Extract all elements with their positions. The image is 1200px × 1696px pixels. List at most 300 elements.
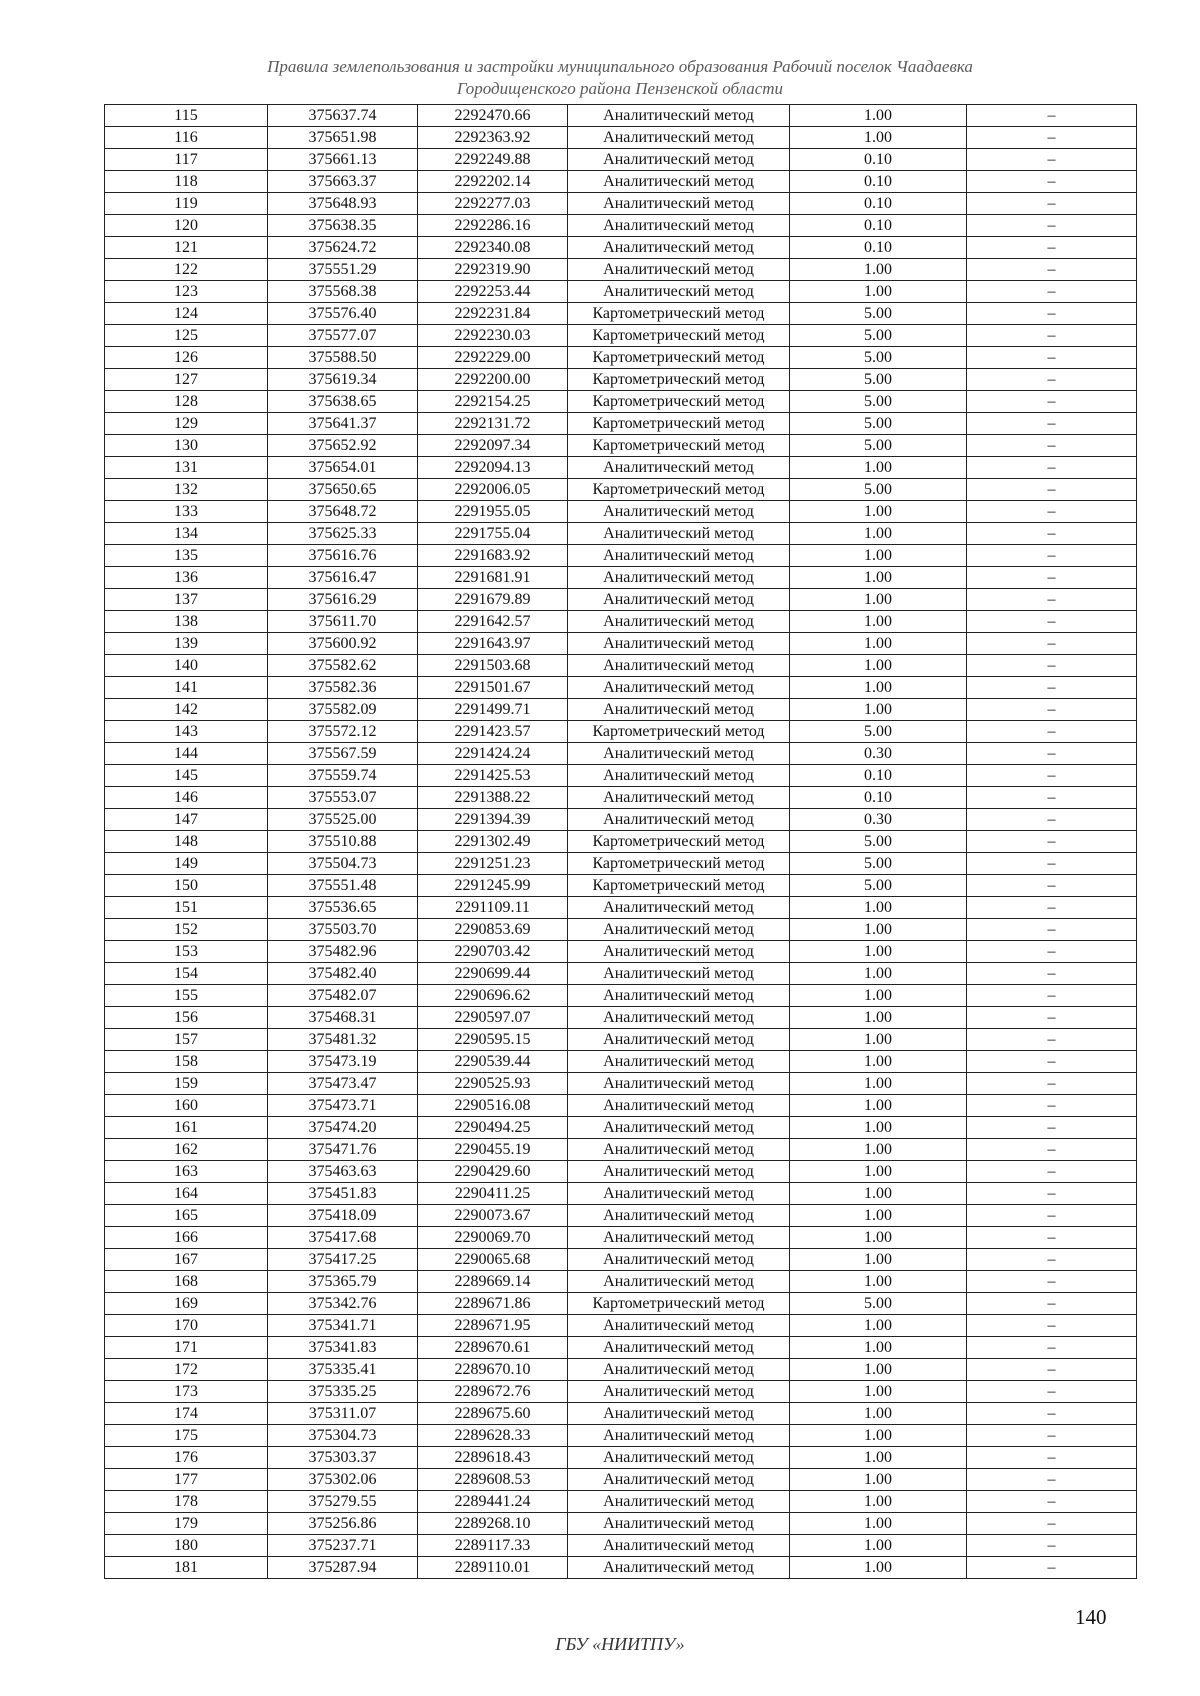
description-cell: –	[967, 1557, 1137, 1579]
x-coordinate-cell: 375652.92	[268, 435, 418, 457]
accuracy-cell: 5.00	[790, 325, 967, 347]
accuracy-cell: 1.00	[790, 105, 967, 127]
table-row	[105, 633, 1137, 655]
method-cell: Аналитический метод	[568, 677, 790, 699]
x-coordinate-cell: 375311.07	[268, 1403, 418, 1425]
table-row	[105, 1249, 1137, 1271]
x-coordinate-cell: 375582.62	[268, 655, 418, 677]
x-coordinate-cell: 375471.76	[268, 1139, 418, 1161]
table-row	[105, 1359, 1137, 1381]
description-cell: –	[967, 655, 1137, 677]
point-number-cell: 121	[105, 237, 268, 259]
y-coordinate-cell: 2292097.34	[418, 435, 568, 457]
accuracy-cell: 0.10	[790, 215, 967, 237]
y-coordinate-cell: 2289618.43	[418, 1447, 568, 1469]
table-row	[105, 721, 1137, 743]
description-cell: –	[967, 567, 1137, 589]
description-cell: –	[967, 281, 1137, 303]
method-cell: Аналитический метод	[568, 1161, 790, 1183]
y-coordinate-cell: 2289671.86	[418, 1293, 568, 1315]
method-cell: Аналитический метод	[568, 127, 790, 149]
x-coordinate-cell: 375600.92	[268, 633, 418, 655]
description-cell: –	[967, 611, 1137, 633]
y-coordinate-cell: 2290699.44	[418, 963, 568, 985]
description-cell: –	[967, 677, 1137, 699]
x-coordinate-cell: 375551.48	[268, 875, 418, 897]
y-coordinate-cell: 2290411.25	[418, 1183, 568, 1205]
accuracy-cell: 5.00	[790, 1293, 967, 1315]
y-coordinate-cell: 2292229.00	[418, 347, 568, 369]
table-body	[105, 105, 1137, 1579]
accuracy-cell: 0.10	[790, 765, 967, 787]
accuracy-cell: 1.00	[790, 611, 967, 633]
description-cell: –	[967, 1403, 1137, 1425]
description-cell: –	[967, 1205, 1137, 1227]
accuracy-cell: 1.00	[790, 1425, 967, 1447]
table-row	[105, 1403, 1137, 1425]
table-row	[105, 963, 1137, 985]
method-cell: Аналитический метод	[568, 1117, 790, 1139]
y-coordinate-cell: 2292286.16	[418, 215, 568, 237]
description-cell: –	[967, 457, 1137, 479]
table-row	[105, 545, 1137, 567]
y-coordinate-cell: 2291503.68	[418, 655, 568, 677]
method-cell: Аналитический метод	[568, 1227, 790, 1249]
description-cell: –	[967, 259, 1137, 281]
x-coordinate-cell: 375473.19	[268, 1051, 418, 1073]
x-coordinate-cell: 375365.79	[268, 1271, 418, 1293]
accuracy-cell: 0.10	[790, 149, 967, 171]
method-cell: Аналитический метод	[568, 699, 790, 721]
x-coordinate-cell: 375661.13	[268, 149, 418, 171]
description-cell: –	[967, 1227, 1137, 1249]
description-cell: –	[967, 633, 1137, 655]
method-cell: Картометрический метод	[568, 391, 790, 413]
description-cell: –	[967, 347, 1137, 369]
point-number-cell: 141	[105, 677, 268, 699]
accuracy-cell: 1.00	[790, 1535, 967, 1557]
method-cell: Аналитический метод	[568, 1051, 790, 1073]
accuracy-cell: 1.00	[790, 1271, 967, 1293]
accuracy-cell: 1.00	[790, 259, 967, 281]
x-coordinate-cell: 375568.38	[268, 281, 418, 303]
point-number-cell: 172	[105, 1359, 268, 1381]
description-cell: –	[967, 1425, 1137, 1447]
accuracy-cell: 1.00	[790, 523, 967, 545]
accuracy-cell: 1.00	[790, 1249, 967, 1271]
point-number-cell: 156	[105, 1007, 268, 1029]
x-coordinate-cell: 375567.59	[268, 743, 418, 765]
accuracy-cell: 1.00	[790, 897, 967, 919]
accuracy-cell: 1.00	[790, 633, 967, 655]
point-number-cell: 164	[105, 1183, 268, 1205]
x-coordinate-cell: 375625.33	[268, 523, 418, 545]
table-row	[105, 1051, 1137, 1073]
description-cell: –	[967, 1447, 1137, 1469]
y-coordinate-cell: 2292230.03	[418, 325, 568, 347]
table-row	[105, 831, 1137, 853]
method-cell: Аналитический метод	[568, 1007, 790, 1029]
accuracy-cell: 1.00	[790, 501, 967, 523]
description-cell: –	[967, 1359, 1137, 1381]
y-coordinate-cell: 2292363.92	[418, 127, 568, 149]
x-coordinate-cell: 375451.83	[268, 1183, 418, 1205]
method-cell: Аналитический метод	[568, 1469, 790, 1491]
table-row	[105, 457, 1137, 479]
header-line-1: Правила землепользования и застройки муниципального образования Рабочий поселок Чаадаевка	[267, 57, 973, 76]
table-row	[105, 413, 1137, 435]
accuracy-cell: 0.30	[790, 809, 967, 831]
method-cell: Аналитический метод	[568, 215, 790, 237]
y-coordinate-cell: 2291394.39	[418, 809, 568, 831]
point-number-cell: 153	[105, 941, 268, 963]
x-coordinate-cell: 375648.93	[268, 193, 418, 215]
point-number-cell: 129	[105, 413, 268, 435]
point-number-cell: 152	[105, 919, 268, 941]
x-coordinate-cell: 375582.36	[268, 677, 418, 699]
table-row	[105, 655, 1137, 677]
table-row	[105, 699, 1137, 721]
x-coordinate-cell: 375303.37	[268, 1447, 418, 1469]
y-coordinate-cell: 2292249.88	[418, 149, 568, 171]
y-coordinate-cell: 2291642.57	[418, 611, 568, 633]
method-cell: Аналитический метод	[568, 1557, 790, 1579]
x-coordinate-cell: 375559.74	[268, 765, 418, 787]
point-number-cell: 138	[105, 611, 268, 633]
point-number-cell: 132	[105, 479, 268, 501]
description-cell: –	[967, 413, 1137, 435]
description-cell: –	[967, 1029, 1137, 1051]
accuracy-cell: 1.00	[790, 1139, 967, 1161]
method-cell: Аналитический метод	[568, 1491, 790, 1513]
y-coordinate-cell: 2291425.53	[418, 765, 568, 787]
table-row	[105, 611, 1137, 633]
y-coordinate-cell: 2292253.44	[418, 281, 568, 303]
method-cell: Аналитический метод	[568, 1535, 790, 1557]
x-coordinate-cell: 375551.29	[268, 259, 418, 281]
point-number-cell: 163	[105, 1161, 268, 1183]
table-row	[105, 787, 1137, 809]
x-coordinate-cell: 375463.63	[268, 1161, 418, 1183]
point-number-cell: 178	[105, 1491, 268, 1513]
method-cell: Аналитический метод	[568, 985, 790, 1007]
x-coordinate-cell: 375482.40	[268, 963, 418, 985]
method-cell: Аналитический метод	[568, 809, 790, 831]
x-coordinate-cell: 375335.25	[268, 1381, 418, 1403]
y-coordinate-cell: 2292094.13	[418, 457, 568, 479]
point-number-cell: 166	[105, 1227, 268, 1249]
point-number-cell: 148	[105, 831, 268, 853]
y-coordinate-cell: 2291302.49	[418, 831, 568, 853]
accuracy-cell: 1.00	[790, 1117, 967, 1139]
method-cell: Картометрический метод	[568, 369, 790, 391]
point-number-cell: 179	[105, 1513, 268, 1535]
x-coordinate-cell: 375302.06	[268, 1469, 418, 1491]
description-cell: –	[967, 787, 1137, 809]
point-number-cell: 176	[105, 1447, 268, 1469]
y-coordinate-cell: 2292319.90	[418, 259, 568, 281]
y-coordinate-cell: 2289110.01	[418, 1557, 568, 1579]
point-number-cell: 122	[105, 259, 268, 281]
point-number-cell: 143	[105, 721, 268, 743]
accuracy-cell: 1.00	[790, 919, 967, 941]
point-number-cell: 125	[105, 325, 268, 347]
description-cell: –	[967, 1139, 1137, 1161]
description-cell: –	[967, 325, 1137, 347]
method-cell: Аналитический метод	[568, 655, 790, 677]
x-coordinate-cell: 375417.25	[268, 1249, 418, 1271]
accuracy-cell: 1.00	[790, 1227, 967, 1249]
description-cell: –	[967, 127, 1137, 149]
y-coordinate-cell: 2290494.25	[418, 1117, 568, 1139]
method-cell: Аналитический метод	[568, 149, 790, 171]
accuracy-cell: 1.00	[790, 1007, 967, 1029]
table-row	[105, 1315, 1137, 1337]
method-cell: Аналитический метод	[568, 193, 790, 215]
description-cell: –	[967, 1117, 1137, 1139]
description-cell: –	[967, 743, 1137, 765]
point-number-cell: 146	[105, 787, 268, 809]
x-coordinate-cell: 375482.96	[268, 941, 418, 963]
method-cell: Аналитический метод	[568, 501, 790, 523]
description-cell: –	[967, 1535, 1137, 1557]
x-coordinate-cell: 375474.20	[268, 1117, 418, 1139]
y-coordinate-cell: 2292470.66	[418, 105, 568, 127]
table-row	[105, 677, 1137, 699]
y-coordinate-cell: 2290703.42	[418, 941, 568, 963]
table-row	[105, 1535, 1137, 1557]
table-row	[105, 149, 1137, 171]
y-coordinate-cell: 2292131.72	[418, 413, 568, 435]
method-cell: Картометрический метод	[568, 875, 790, 897]
header-line-2: Городищенского района Пензенской области	[456, 79, 784, 98]
method-cell: Аналитический метод	[568, 633, 790, 655]
table-row	[105, 1183, 1137, 1205]
table-row	[105, 237, 1137, 259]
accuracy-cell: 0.10	[790, 193, 967, 215]
accuracy-cell: 1.00	[790, 941, 967, 963]
y-coordinate-cell: 2290516.08	[418, 1095, 568, 1117]
table-row	[105, 765, 1137, 787]
description-cell: –	[967, 1513, 1137, 1535]
accuracy-cell: 1.00	[790, 963, 967, 985]
accuracy-cell: 1.00	[790, 1469, 967, 1491]
description-cell: –	[967, 369, 1137, 391]
x-coordinate-cell: 375611.70	[268, 611, 418, 633]
table-row	[105, 1139, 1137, 1161]
method-cell: Аналитический метод	[568, 1337, 790, 1359]
table-row	[105, 1513, 1137, 1535]
accuracy-cell: 1.00	[790, 1381, 967, 1403]
y-coordinate-cell: 2291955.05	[418, 501, 568, 523]
y-coordinate-cell: 2290539.44	[418, 1051, 568, 1073]
point-number-cell: 136	[105, 567, 268, 589]
table-row	[105, 1491, 1137, 1513]
y-coordinate-cell: 2291501.67	[418, 677, 568, 699]
y-coordinate-cell: 2291755.04	[418, 523, 568, 545]
accuracy-cell: 1.00	[790, 699, 967, 721]
method-cell: Аналитический метод	[568, 743, 790, 765]
description-cell: –	[967, 479, 1137, 501]
description-cell: –	[967, 1007, 1137, 1029]
point-number-cell: 170	[105, 1315, 268, 1337]
method-cell: Картометрический метод	[568, 721, 790, 743]
accuracy-cell: 5.00	[790, 391, 967, 413]
description-cell: –	[967, 105, 1137, 127]
accuracy-cell: 5.00	[790, 479, 967, 501]
accuracy-cell: 1.00	[790, 677, 967, 699]
x-coordinate-cell: 375417.68	[268, 1227, 418, 1249]
point-number-cell: 117	[105, 149, 268, 171]
x-coordinate-cell: 375654.01	[268, 457, 418, 479]
description-cell: –	[967, 875, 1137, 897]
method-cell: Аналитический метод	[568, 523, 790, 545]
point-number-cell: 162	[105, 1139, 268, 1161]
method-cell: Аналитический метод	[568, 1513, 790, 1535]
x-coordinate-cell: 375525.00	[268, 809, 418, 831]
method-cell: Аналитический метод	[568, 1183, 790, 1205]
point-number-cell: 165	[105, 1205, 268, 1227]
x-coordinate-cell: 375341.71	[268, 1315, 418, 1337]
point-number-cell: 147	[105, 809, 268, 831]
table-row	[105, 875, 1137, 897]
table-row	[105, 853, 1137, 875]
accuracy-cell: 1.00	[790, 1447, 967, 1469]
point-number-cell: 131	[105, 457, 268, 479]
y-coordinate-cell: 2292340.08	[418, 237, 568, 259]
x-coordinate-cell: 375588.50	[268, 347, 418, 369]
point-number-cell: 155	[105, 985, 268, 1007]
table-row	[105, 303, 1137, 325]
accuracy-cell: 5.00	[790, 303, 967, 325]
accuracy-cell: 5.00	[790, 435, 967, 457]
table-row	[105, 1447, 1137, 1469]
y-coordinate-cell: 2289608.53	[418, 1469, 568, 1491]
point-number-cell: 130	[105, 435, 268, 457]
description-cell: –	[967, 149, 1137, 171]
method-cell: Аналитический метод	[568, 281, 790, 303]
y-coordinate-cell: 2292200.00	[418, 369, 568, 391]
point-number-cell: 118	[105, 171, 268, 193]
point-number-cell: 161	[105, 1117, 268, 1139]
method-cell: Картометрический метод	[568, 435, 790, 457]
table-row	[105, 743, 1137, 765]
x-coordinate-cell: 375503.70	[268, 919, 418, 941]
accuracy-cell: 1.00	[790, 545, 967, 567]
accuracy-cell: 5.00	[790, 721, 967, 743]
description-cell: –	[967, 1491, 1137, 1513]
y-coordinate-cell: 2290455.19	[418, 1139, 568, 1161]
description-cell: –	[967, 1073, 1137, 1095]
point-number-cell: 149	[105, 853, 268, 875]
point-number-cell: 168	[105, 1271, 268, 1293]
description-cell: –	[967, 303, 1137, 325]
y-coordinate-cell: 2289671.95	[418, 1315, 568, 1337]
accuracy-cell: 5.00	[790, 369, 967, 391]
table-row	[105, 1029, 1137, 1051]
accuracy-cell: 1.00	[790, 127, 967, 149]
description-cell: –	[967, 1161, 1137, 1183]
method-cell: Аналитический метод	[568, 1205, 790, 1227]
description-cell: –	[967, 171, 1137, 193]
x-coordinate-cell: 375468.31	[268, 1007, 418, 1029]
method-cell: Аналитический метод	[568, 1447, 790, 1469]
accuracy-cell: 5.00	[790, 853, 967, 875]
x-coordinate-cell: 375582.09	[268, 699, 418, 721]
y-coordinate-cell: 2291388.22	[418, 787, 568, 809]
method-cell: Аналитический метод	[568, 941, 790, 963]
table-row	[105, 1095, 1137, 1117]
description-cell: –	[967, 1337, 1137, 1359]
point-number-cell: 167	[105, 1249, 268, 1271]
point-number-cell: 123	[105, 281, 268, 303]
y-coordinate-cell: 2291683.92	[418, 545, 568, 567]
table-row	[105, 919, 1137, 941]
x-coordinate-cell: 375638.35	[268, 215, 418, 237]
method-cell: Аналитический метод	[568, 611, 790, 633]
y-coordinate-cell: 2291681.91	[418, 567, 568, 589]
x-coordinate-cell: 375572.12	[268, 721, 418, 743]
y-coordinate-cell: 2289441.24	[418, 1491, 568, 1513]
accuracy-cell: 1.00	[790, 1029, 967, 1051]
point-number-cell: 177	[105, 1469, 268, 1491]
y-coordinate-cell: 2289670.61	[418, 1337, 568, 1359]
x-coordinate-cell: 375341.83	[268, 1337, 418, 1359]
y-coordinate-cell: 2291245.99	[418, 875, 568, 897]
table-row	[105, 171, 1137, 193]
table-row	[105, 369, 1137, 391]
table-row	[105, 1227, 1137, 1249]
y-coordinate-cell: 2291643.97	[418, 633, 568, 655]
method-cell: Аналитический метод	[568, 1381, 790, 1403]
x-coordinate-cell: 375619.34	[268, 369, 418, 391]
accuracy-cell: 1.00	[790, 1073, 967, 1095]
point-number-cell: 115	[105, 105, 268, 127]
x-coordinate-cell: 375237.71	[268, 1535, 418, 1557]
y-coordinate-cell: 2289628.33	[418, 1425, 568, 1447]
y-coordinate-cell: 2289672.76	[418, 1381, 568, 1403]
method-cell: Картометрический метод	[568, 325, 790, 347]
description-cell: –	[967, 1249, 1137, 1271]
x-coordinate-cell: 375624.72	[268, 237, 418, 259]
table-row	[105, 127, 1137, 149]
table-row	[105, 1117, 1137, 1139]
x-coordinate-cell: 375616.29	[268, 589, 418, 611]
description-cell: –	[967, 545, 1137, 567]
point-number-cell: 144	[105, 743, 268, 765]
method-cell: Аналитический метод	[568, 765, 790, 787]
x-coordinate-cell: 375577.07	[268, 325, 418, 347]
accuracy-cell: 1.00	[790, 1205, 967, 1227]
footer: ГБУ «НИИТПУ»	[555, 1634, 685, 1654]
table-row	[105, 589, 1137, 611]
point-number-cell: 145	[105, 765, 268, 787]
y-coordinate-cell: 2290073.67	[418, 1205, 568, 1227]
table-row	[105, 281, 1137, 303]
accuracy-cell: 1.00	[790, 1183, 967, 1205]
x-coordinate-cell: 375510.88	[268, 831, 418, 853]
table-row	[105, 1337, 1137, 1359]
point-number-cell: 158	[105, 1051, 268, 1073]
point-number-cell: 139	[105, 633, 268, 655]
x-coordinate-cell: 375648.72	[268, 501, 418, 523]
table-row	[105, 1007, 1137, 1029]
point-number-cell: 127	[105, 369, 268, 391]
x-coordinate-cell: 375287.94	[268, 1557, 418, 1579]
table-row	[105, 391, 1137, 413]
point-number-cell: 151	[105, 897, 268, 919]
y-coordinate-cell: 2291424.24	[418, 743, 568, 765]
